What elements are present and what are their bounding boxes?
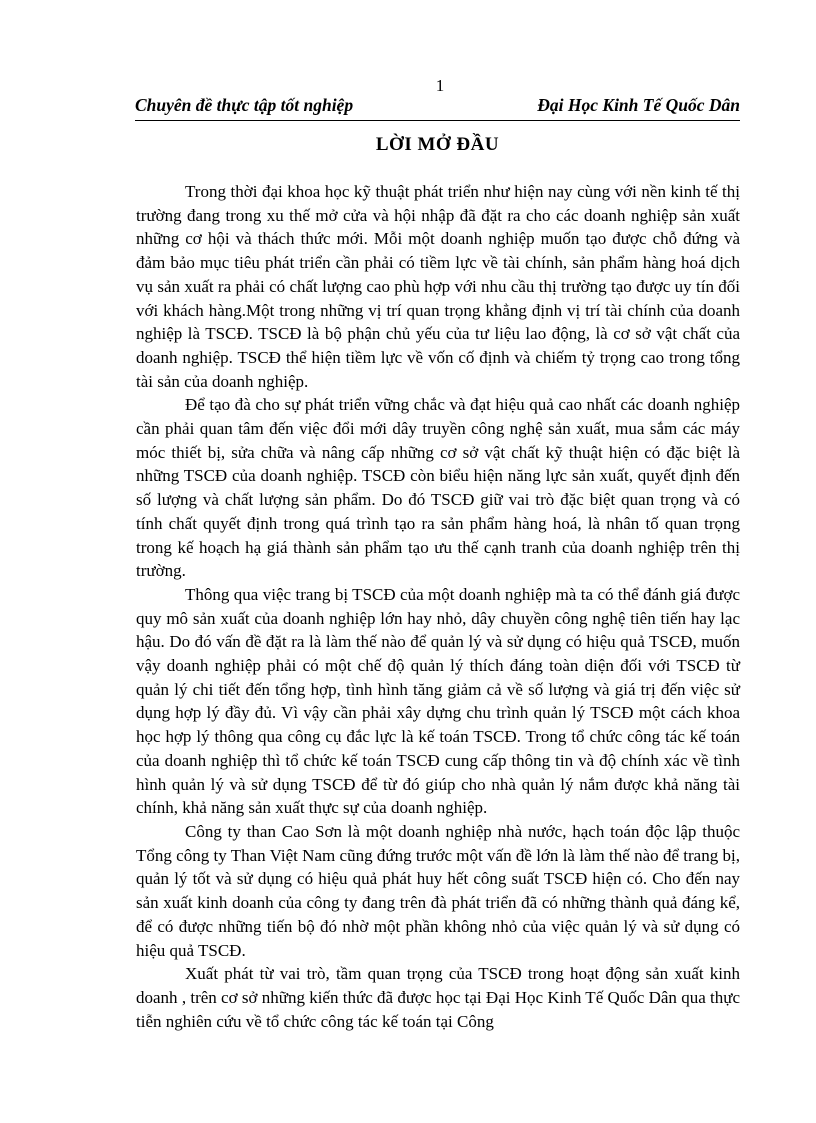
header-right-university: Đại Học Kinh Tế Quốc Dân <box>537 95 740 115</box>
paragraph-2: Để tạo đà cho sự phát triển vững chắc và đạt hiệu quả cao nhất các doanh nghiệp cần phải quan tâm đến việc đổi mới dây truyền công nghệ sản xuất, mua sắm các máy móc thiết bị, sửa chữa và nâng cấp những cơ sở vật chất kỹ thuật hiện có đặc biệt là những TSCĐ của doanh nghiệp. TSCĐ còn biểu hiện năng lực sản xuất, quyết định đến số lượng và chất lượng sản phẩm. Do đó TSCĐ giữ vai trò đặc biệt quan trọng và có tính chất quyết định trong quá trình tạo ra sản phẩm hàng hoá, là nhân tố quan trọng trong kế hoạch hạ giá thành sản phẩm tạo ưu thế cạnh tranh của doanh nghiệp trên thị trường. <box>136 395 740 581</box>
paragraph-1: Trong thời đại khoa học kỹ thuật phát triển như hiện nay cùng với nền kinh tế thị trường đang trong xu thế mở cửa và hội nhập đã đặt ra cho các doanh nghiệp sản xuất những cơ hội và thách thức mới. Mỗi một doanh nghiệp muốn tạo được chỗ đứng và đảm bảo mục tiêu phát triển cần phải có tiềm lực về tài chính, sản phẩm hàng hoá dịch vụ sản xuất ra phải có chất lượng cao phù hợp với nhu cầu thị trường tạo được uy tín đối với khách hàng.Một trong những vị trí quan trọng khẳng định vị trí tài chính của doanh nghiệp là TSCĐ. TSCĐ là bộ phận chủ yếu của tư liệu lao động, là cơ sở vật chất của doanh nghiệp. TSCĐ thể hiện tiềm lực về vốn cố định và chiếm tỷ trọng cao trong tổng tài sản của doanh nghiệp. <box>136 182 740 391</box>
page-title: LỜI MỞ ĐẦU <box>375 134 500 155</box>
header-divider <box>135 120 740 121</box>
page-number: 1 <box>435 76 445 95</box>
paragraph-4: Công ty than Cao Sơn là một doanh nghiệp nhà nước, hạch toán độc lập thuộc Tổng công ty Than Việt Nam cũng đứng trước một vấn đề lớn là làm thế nào để trang bị, quản lý tốt và sử dụng có hiệu quả phát huy hết công suất TSCĐ hiện có. Cho đến nay sản xuất kinh doanh của công ty đang trên đà phát triển đã có những thành quả đáng kể, để có được những tiến bộ đó nhờ một phần không nhỏ của việc quản lý và sử dụng có hiệu quả TSCĐ. <box>136 821 740 960</box>
paragraph-5: Xuất phát từ vai trò, tầm quan trọng của TSCĐ trong hoạt động sản xuất kinh doanh , trên cơ sở những kiến thức đã được học tại Đại Học Kinh Tế Quốc Dân qua thực tiễn nghiên cứu về tổ chức công tác kế toán tại Công <box>136 964 740 1031</box>
body-text <box>136 180 740 1033</box>
running-header <box>135 95 740 116</box>
header-left-title: Chuyên đề thực tập tốt nghiệp <box>135 95 354 115</box>
paragraph-3: Thông qua việc trang bị TSCĐ của một doanh nghiệp mà ta có thể đánh giá được quy mô sản xuất của doanh nghiệp lớn hay nhỏ, dây chuyền công nghệ tiên tiến hay lạc hậu. Do đó vấn đề đặt ra là làm thế nào để quản lý và sử dụng có hiệu quả TSCĐ, muốn vậy doanh nghiệp phải có một chế độ quản lý thích đáng toàn diện đối với TSCĐ từ quản lý chi tiết đến tổng hợp, tình hình tăng giảm cả về số lượng và giá trị đến việc sử dụng hợp lý đầy đủ. Vì vậy cần phải xây dựng chu trình quản lý TSCĐ một cách khoa học hợp lý thông qua công cụ đắc lực là kế toán TSCĐ. Trong tổ chức công tác kế toán của doanh nghiệp thì tổ chức kế toán TSCĐ cung cấp thông tin và độ chính xác về tình hình quản lý và sử dụng TSCĐ để từ đó giúp cho nhà quản lý nắm được khả năng tài chính, khả năng sản xuất thực sự của doanh nghiệp. <box>136 584 740 818</box>
